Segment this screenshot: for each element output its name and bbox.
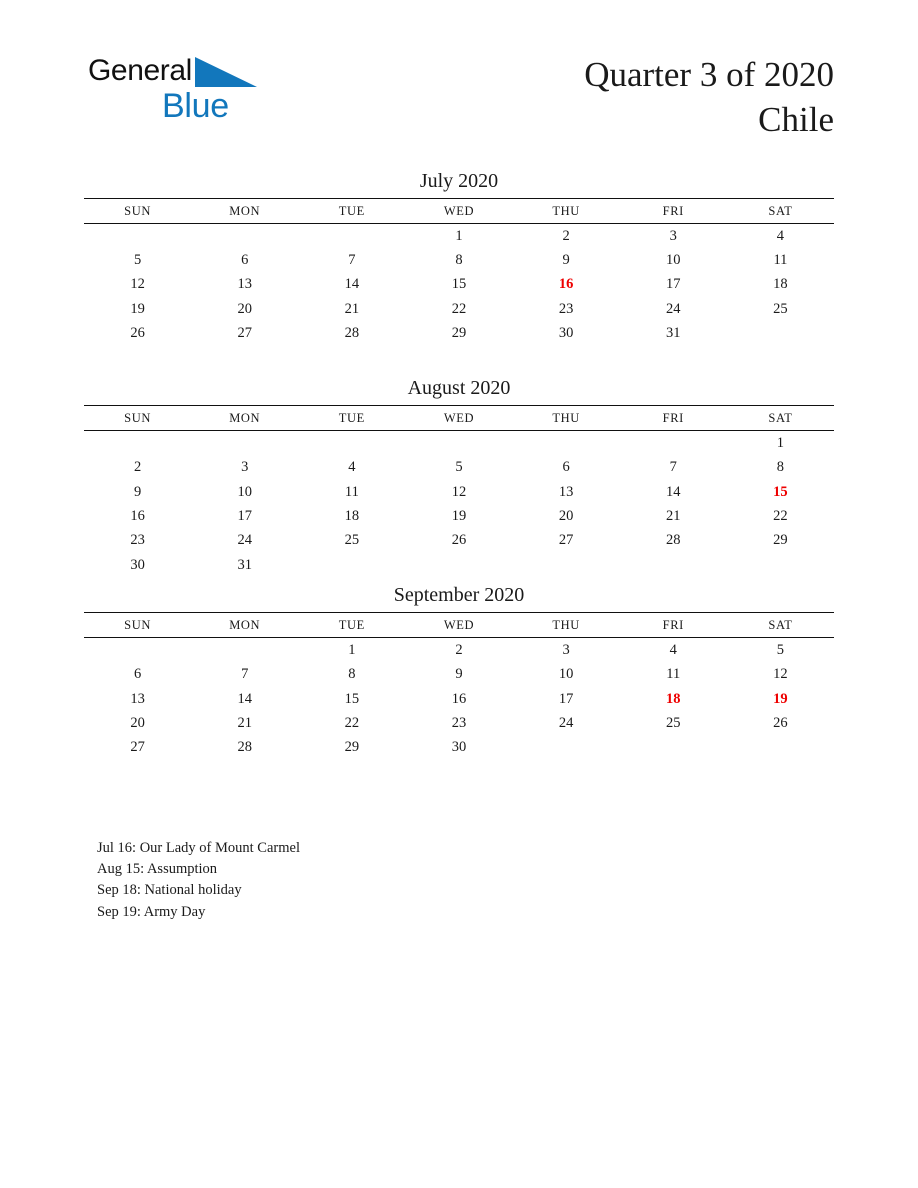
week-row [84,529,834,553]
weekday-header-wed: WED [405,406,512,431]
day-cell[interactable]: 20 [237,300,252,317]
month-spacer [84,345,834,375]
day-cell-empty [727,321,834,345]
day-cell[interactable]: 5 [133,251,142,268]
day-cell[interactable]: 9 [562,251,570,268]
day-cell[interactable]: 1 [776,435,785,452]
holiday-note: Sep 18: National holiday [97,882,242,899]
week-row [84,431,834,456]
day-cell[interactable]: 30 [558,324,574,341]
weekday-header-row [84,613,834,638]
day-cell[interactable]: 6 [241,251,249,268]
logo-general-text: General [88,54,192,87]
brand-logo[interactable] [88,52,408,132]
day-cell[interactable]: 25 [344,532,360,549]
day-cell[interactable]: 26 [130,324,145,341]
day-cell[interactable]: 20 [558,508,574,525]
weekday-header-row [84,199,834,224]
day-cell[interactable]: 21 [237,714,252,731]
day-cell-empty [84,431,191,456]
day-cell-holiday[interactable]: 15 [773,483,788,500]
day-cell[interactable]: 4 [669,641,677,658]
weekday-header-row [84,406,834,431]
day-cell-holiday[interactable]: 19 [773,690,788,707]
day-cell[interactable]: 24 [558,714,574,731]
day-cell[interactable]: 2 [562,227,570,244]
day-cell-empty [84,638,191,663]
day-cell[interactable]: 8 [348,666,356,683]
day-cell[interactable]: 17 [558,690,574,707]
day-cell[interactable]: 23 [451,714,467,731]
week-row [84,711,834,735]
month-title: September 2020 [393,584,525,607]
day-cell[interactable]: 1 [455,227,463,244]
day-cell-empty [513,735,620,759]
day-cell[interactable]: 15 [451,276,467,293]
weekday-header-fri: FRI [620,406,727,431]
day-cell[interactable]: 19 [451,508,467,525]
day-cell[interactable]: 13 [130,690,145,707]
weekday-header-tue: TUE [298,613,405,638]
weekday-header-sun: SUN [84,199,191,224]
weekday-header-sat: SAT [727,199,834,224]
day-cell-empty [191,638,298,663]
day-cell[interactable]: 8 [776,459,785,476]
day-cell[interactable]: 18 [344,508,360,525]
day-cell-empty [191,431,298,456]
day-cell-empty [405,553,512,577]
day-cell[interactable]: 14 [666,483,681,500]
weekday-header-sun: SUN [84,406,191,431]
day-cell[interactable]: 25 [773,300,788,317]
day-cell[interactable]: 30 [130,556,145,573]
day-cell[interactable]: 3 [562,641,570,658]
quarter-calendars [84,168,834,760]
day-cell[interactable]: 24 [237,532,252,549]
day-cell-empty [298,431,405,456]
weekday-header-thu: THU [513,613,620,638]
day-cell[interactable]: 28 [237,739,252,756]
weekday-header-wed: WED [405,199,512,224]
day-cell-empty [513,431,620,456]
page-title: Quarter 3 of 2020 [584,55,834,94]
day-cell[interactable]: 23 [558,300,574,317]
week-row [84,273,834,297]
day-cell-empty [513,553,620,577]
day-cell[interactable]: 12 [130,276,145,293]
day-cell[interactable]: 12 [451,483,467,500]
weekday-header-tue: TUE [298,199,405,224]
day-cell[interactable]: 28 [344,324,360,341]
page-subtitle: Chile [758,100,834,139]
day-cell[interactable]: 10 [666,251,681,268]
day-cell-holiday[interactable]: 18 [666,690,681,707]
day-cell[interactable]: 8 [455,251,463,268]
day-cell[interactable]: 25 [666,714,681,731]
day-cell[interactable]: 11 [344,483,359,500]
day-cell[interactable]: 11 [666,666,681,683]
day-cell[interactable]: 16 [130,508,145,525]
day-cell[interactable]: 14 [344,276,360,293]
day-cell-empty [620,553,727,577]
week-row [84,553,834,577]
day-cell[interactable]: 3 [669,227,677,244]
week-row [84,456,834,480]
day-cell[interactable]: 12 [773,666,788,683]
day-cell[interactable]: 29 [773,532,788,549]
day-cell[interactable]: 6 [133,666,142,683]
week-row [84,504,834,528]
weekday-header-wed: WED [405,613,512,638]
day-cell[interactable]: 17 [666,276,681,293]
day-cell-empty [620,735,727,759]
day-cell-empty [405,431,512,456]
day-cell[interactable]: 27 [130,739,145,756]
month-grid [84,405,834,577]
day-cell[interactable]: 31 [666,324,681,341]
weekday-header-mon: MON [191,199,298,224]
weekday-header-fri: FRI [620,199,727,224]
weekday-header-thu: THU [513,406,620,431]
holiday-note: Aug 15: Assumption [97,861,218,878]
weekday-header-mon: MON [191,613,298,638]
day-cell[interactable]: 22 [773,508,788,525]
day-cell[interactable]: 10 [237,483,252,500]
day-cell[interactable]: 19 [130,300,145,317]
holiday-notes-list [97,838,697,923]
day-cell[interactable]: 21 [344,300,360,317]
week-row [84,321,834,345]
weekday-header-sat: SAT [727,613,834,638]
day-cell[interactable]: 26 [773,714,788,731]
month-grid [84,198,834,345]
day-cell[interactable]: 15 [344,690,360,707]
week-row [84,735,834,759]
day-cell[interactable]: 20 [130,714,145,731]
day-cell[interactable]: 13 [237,276,252,293]
week-row [84,638,834,663]
day-cell[interactable]: 13 [558,483,574,500]
day-cell-empty [84,224,191,249]
day-cell-empty [727,553,834,577]
month-block [84,168,834,345]
day-cell[interactable]: 16 [451,690,467,707]
title-block [584,52,834,142]
day-cell[interactable]: 24 [666,300,681,317]
day-cell[interactable]: 2 [455,641,463,658]
weekday-header-sat: SAT [727,406,834,431]
day-cell[interactable]: 31 [237,556,252,573]
day-cell[interactable]: 7 [241,666,249,683]
day-cell-empty [191,224,298,249]
month-grid [84,612,834,759]
day-cell[interactable]: 22 [451,300,467,317]
month-block [84,582,834,759]
weekday-header-mon: MON [191,406,298,431]
logo-triangle-icon [195,57,257,102]
logo-top-row [88,52,408,90]
day-cell-empty [620,431,727,456]
day-cell[interactable]: 27 [558,532,574,549]
day-cell-empty [298,553,405,577]
day-cell-holiday[interactable]: 16 [558,276,574,293]
day-cell[interactable]: 10 [558,666,574,683]
day-cell[interactable]: 3 [241,459,249,476]
day-cell[interactable]: 21 [666,508,681,525]
day-cell[interactable]: 1 [348,641,356,658]
holiday-note: Sep 19: Army Day [97,903,206,920]
week-row [84,224,834,249]
day-cell[interactable]: 7 [348,251,356,268]
month-title: July 2020 [419,170,499,192]
day-cell[interactable]: 6 [562,459,570,476]
day-cell[interactable]: 2 [133,459,142,476]
month-title: August 2020 [407,377,511,400]
day-cell[interactable]: 29 [344,739,360,756]
day-cell[interactable]: 5 [455,459,463,476]
day-cell[interactable]: 28 [666,532,681,549]
week-row [84,480,834,504]
day-cell[interactable]: 29 [451,324,467,341]
day-cell[interactable]: 9 [133,483,142,500]
day-cell-empty [727,735,834,759]
day-cell[interactable]: 11 [773,251,788,268]
day-cell[interactable]: 30 [451,739,467,756]
day-cell[interactable]: 9 [455,666,463,683]
day-cell[interactable]: 5 [776,641,785,658]
day-cell[interactable]: 14 [237,690,252,707]
day-cell-empty [298,224,405,249]
week-row [84,663,834,687]
logo-blue-text: Blue [162,87,229,125]
page-header [84,52,834,142]
day-cell[interactable]: 27 [237,324,252,341]
day-cell[interactable]: 7 [669,459,677,476]
day-cell[interactable]: 26 [451,532,467,549]
day-cell[interactable]: 23 [130,532,145,549]
weekday-header-thu: THU [513,199,620,224]
day-cell[interactable]: 4 [776,227,785,244]
holiday-note: Jul 16: Our Lady of Mount Carmel [97,840,300,856]
weekday-header-sun: SUN [84,613,191,638]
day-cell[interactable]: 17 [237,508,252,525]
day-cell[interactable]: 4 [348,459,356,476]
day-cell[interactable]: 22 [344,714,360,731]
month-block [84,375,834,577]
weekday-header-tue: TUE [298,406,405,431]
week-row [84,297,834,321]
weekday-header-fri: FRI [620,613,727,638]
week-row [84,248,834,272]
day-cell[interactable]: 18 [773,276,788,293]
week-row [84,687,834,711]
